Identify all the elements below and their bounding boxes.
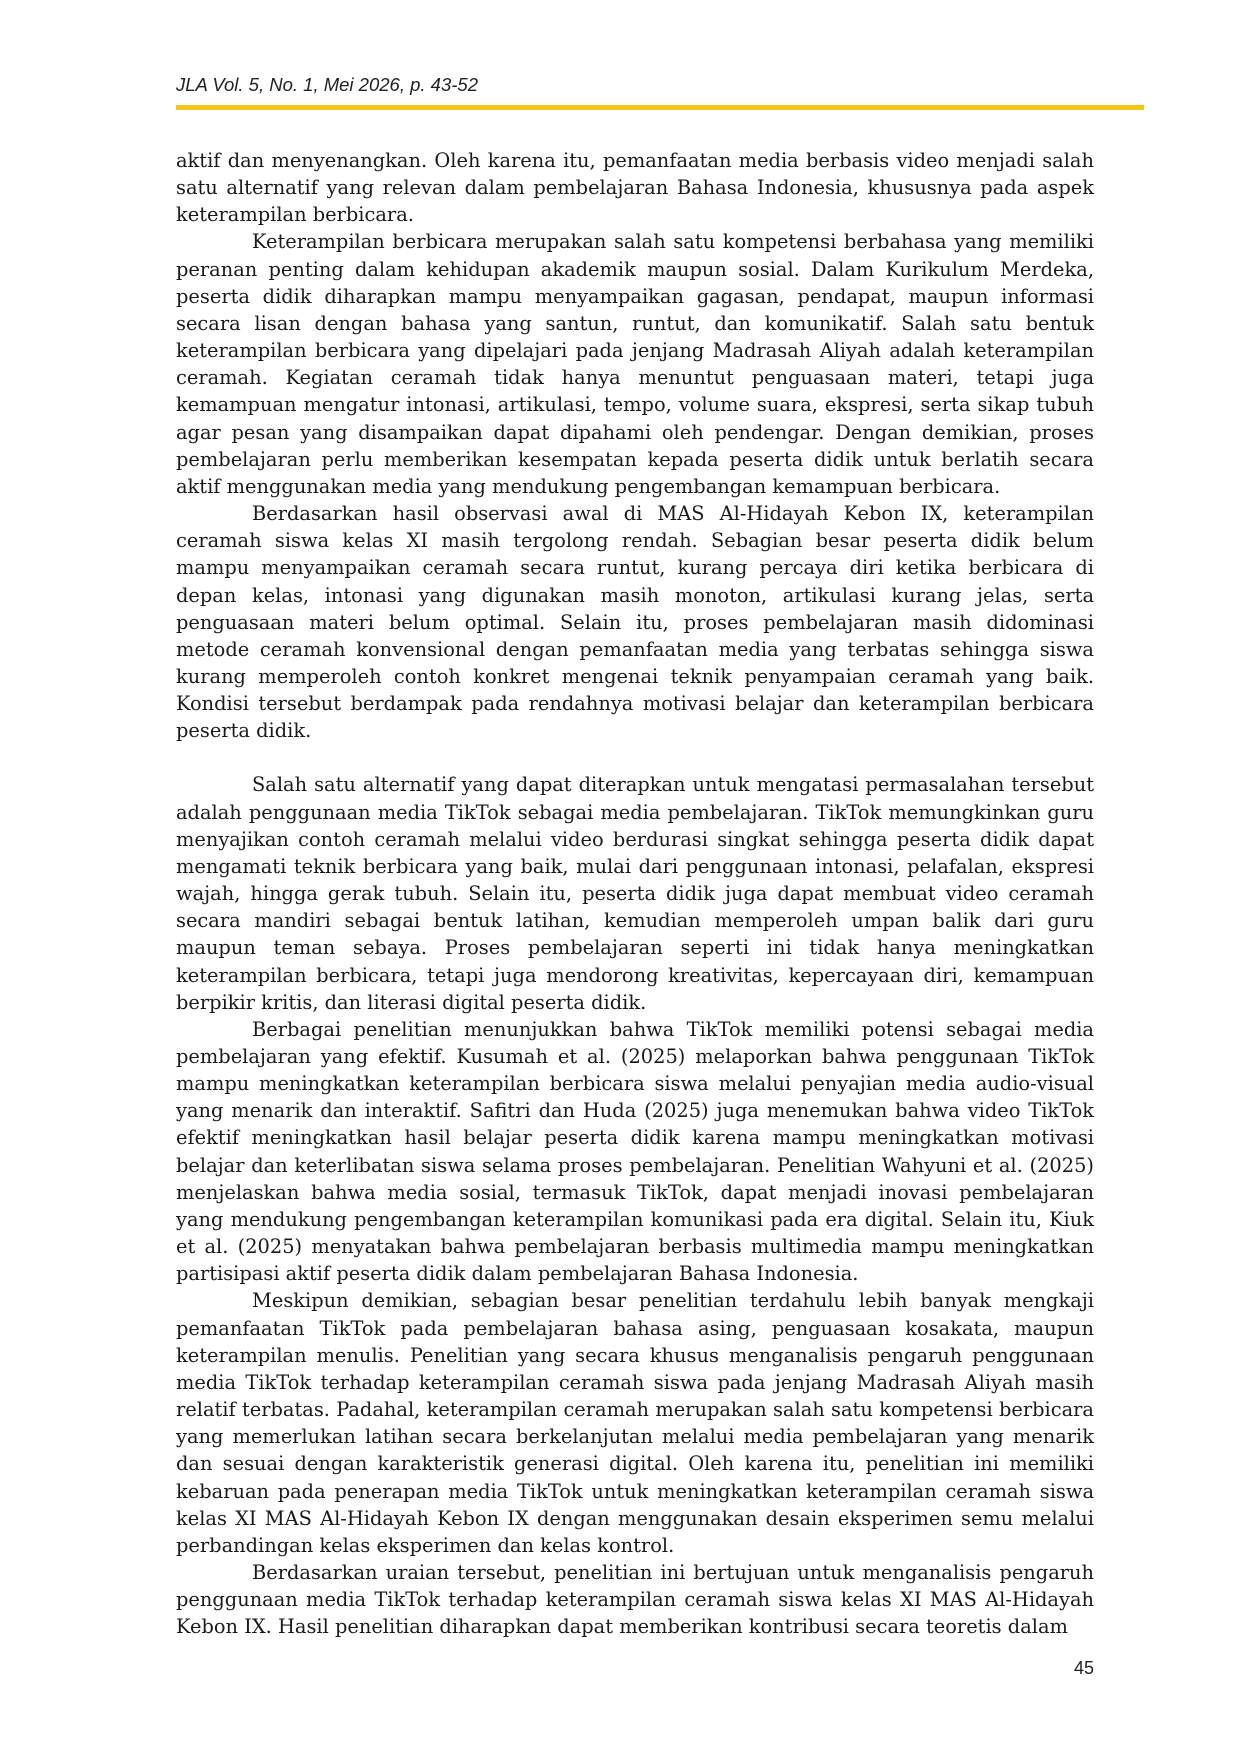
paragraph-speaking-skill: Keterampilan berbicara merupakan salah satu kompetensi berbahasa yang memiliki peranan penting dalam kehidupan akademik maupun sosial. Dalam Kurikulum Merdeka, peserta didik diharapkan mampu menyampaikan gagasan, pendapat, maupun informasi secara lisan dengan bahasa yang santun, runtut, dan komunikatif. Salah satu bentuk keterampilan berbicara yang dipelajari pada jenjang Madrasah Aliyah adalah keterampilan ceramah. Kegiatan ceramah tidak hanya menuntut penguasaan materi, tetapi juga kemampuan mengatur intonasi, artikulasi, tempo, volume suara, ekspresi, serta sikap tubuh agar pesan yang disampaikan dapat dipahami oleh pendengar. Dengan demikian, proses pembelajaran perlu memberikan kesempatan kepada peserta didik untuk berlatih secara aktif menggunakan media yang mendukung pengembangan kemampuan berbicara. — [176, 230, 1094, 498]
paragraph-continuation: aktif dan menyenangkan. Oleh karena itu, pemanfaatan media berbasis video menjadi salah satu alternatif yang relevan dalam pembelajaran Bahasa Indonesia, khususnya pada aspek keterampilan berbicara. — [176, 149, 1094, 227]
paragraph-tiktok-alternative: Salah satu alternatif yang dapat diterapkan untuk mengatasi permasalahan tersebut adalah penggunaan media TikTok sebagai media pembelajaran. TikTok memungkinkan guru menyajikan contoh ceramah melalui video berdurasi singkat sehingga peserta didik dapat mengamati teknik berbicara yang baik, mulai dari penggunaan intonasi, pelafalan, ekspresi wajah, hingga gerak tubuh. Selain itu, peserta didik juga dapat membuat video ceramah secara mandiri sebagai bentuk latihan, kemudian memperoleh umpan balik dari guru maupun teman sebaya. Proses pembelajaran seperti ini tidak hanya meningkatkan keterampilan berbicara, tetapi juga mendorong kreativitas, kepercayaan diri, kemampuan berpikir kritis, dan literasi digital peserta didik. — [176, 773, 1094, 1014]
paragraph-observation: Berdasarkan hasil observasi awal di MAS Al-Hidayah Kebon IX, keterampilan ceramah siswa kelas XI masih tergolong rendah. Sebagian besar peserta didik belum mampu menyampaikan ceramah secara runtut, kurang percaya diri ketika berbicara di depan kelas, intonasi yang digunakan masih monoton, artikulasi kurang jelas, serta penguasaan materi belum optimal. Selain itu, proses pembelajaran masih didominasi metode ceramah konvensional dengan pemanfaatan media yang terbatas sehingga siswa kurang memperoleh contoh konkret mengenai teknik penyampaian ceramah yang baik. Kondisi tersebut berdampak pada rendahnya motivasi belajar dan keterampilan berbicara peserta didik. — [176, 502, 1094, 743]
paragraph-prior-research: Berbagai penelitian menunjukkan bahwa TikTok memiliki potensi sebagai media pembelajaran yang efektif. Kusumah et al. (2025) melaporkan bahwa penggunaan TikTok mampu meningkatkan keterampilan berbicara siswa melalui penyajian media audio-visual yang menarik dan interaktif. Safitri dan Huda (2025) juga menemukan bahwa video TikTok efektif meningkatkan hasil belajar peserta didik karena mampu meningkatkan motivasi belajar dan keterlibatan siswa selama proses pembelajaran. Penelitian Wahyuni et al. (2025) menjelaskan bahwa media sosial, termasuk TikTok, dapat menjadi inovasi pembelajaran yang mendukung pengembangan keterampilan komunikasi pada era digital. Selain itu, Kiuk et al. (2025) menyatakan bahwa pembelajaran berbasis multimedia mampu meningkatkan partisipasi aktif peserta didik dalam pembelajaran Bahasa Indonesia. — [176, 1017, 1094, 1286]
page-number: 45 — [1073, 1658, 1094, 1678]
running-header: JLA Vol. 5, No. 1, Mei 2026, p. 43-52 — [176, 74, 478, 95]
paragraph-gap — [176, 744, 1094, 771]
paragraph-research-gap: Meskipun demikian, sebagian besar penelitian terdahulu lebih banyak mengkaji pemanfaatan TikTok pada pembelajaran bahasa asing, penguasaan kosakata, maupun keterampilan menulis. Penelitian yang secara khusus menganalisis pengaruh penggunaan media TikTok terhadap keterampilan ceramah siswa pada jenjang Madrasah Aliyah masih relatif terbatas. Padahal, keterampilan ceramah merupakan salah satu kompetensi berbicara yang memerlukan latihan secara berkelanjutan melalui media pembelajaran yang menarik dan sesuai dengan karakteristik generasi digital. Oleh karena itu, penelitian ini memiliki kebaruan pada penerapan media TikTok untuk meningkatkan keterampilan ceramah siswa kelas XI MAS Al-Hidayah Kebon IX dengan menggunakan desain eksperimen semu melalui perbandingan kelas eksperimen dan kelas kontrol. — [176, 1289, 1094, 1557]
paragraph-objective: Berdasarkan uraian tersebut, penelitian ini bertujuan untuk menganalisis pengaruh penggunaan media TikTok terhadap keterampilan ceramah siswa kelas XI MAS Al-Hidayah Kebon IX. Hasil penelitian diharapkan dapat memberikan kontribusi secara teoretis dalam — [176, 1560, 1094, 1639]
body-text — [176, 147, 1094, 1640]
header-rule — [176, 105, 1144, 110]
